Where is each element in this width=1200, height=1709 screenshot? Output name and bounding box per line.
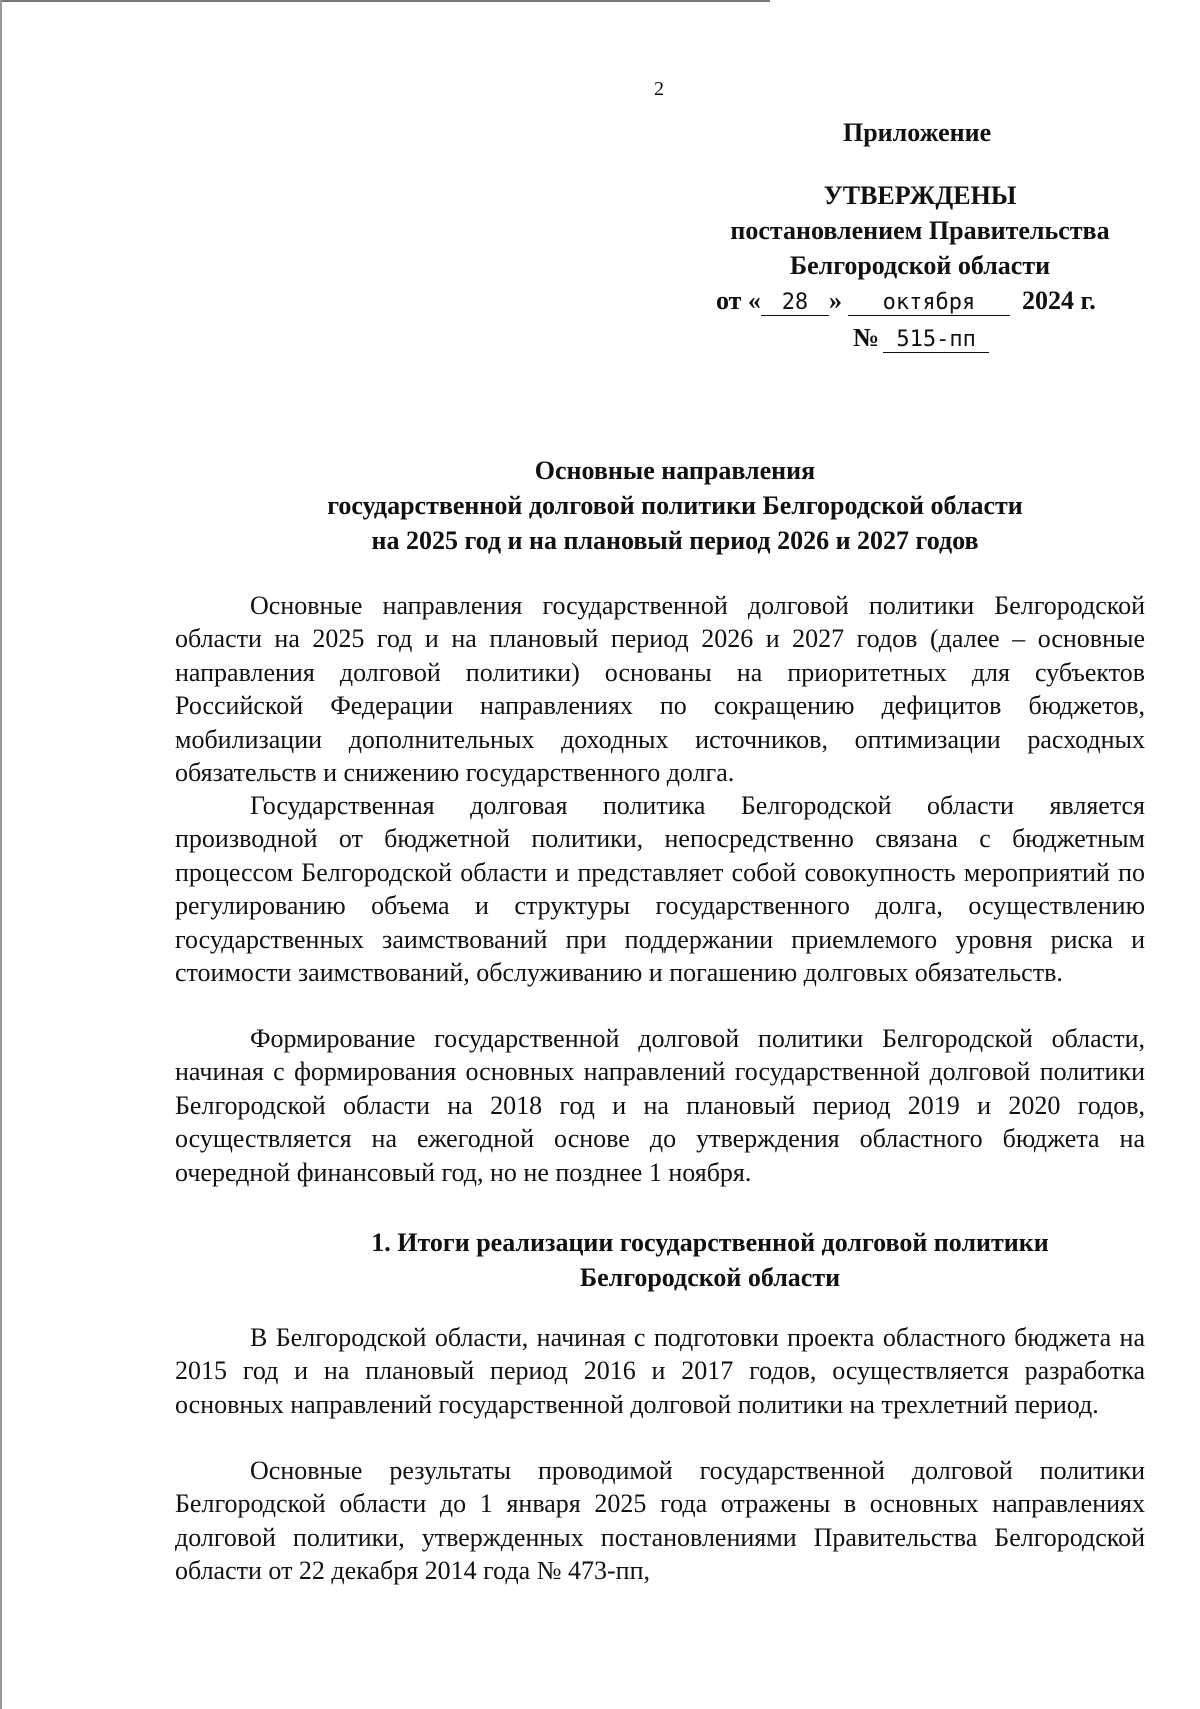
page-number: 2 bbox=[654, 78, 664, 100]
approval-date bbox=[716, 286, 1096, 316]
approval-line-2: Белгородской области bbox=[789, 251, 1051, 280]
scan-edge-top bbox=[0, 0, 770, 2]
approval-heading: УТВЕРЖДЕНЫ bbox=[823, 181, 1017, 210]
paragraph-intro-1: Основные направления государственной долговой политики Белгородской области на 2025 год и на плановый период 2026 и 2027 годов (далее – основные направления долговой политики) основаны на приоритетных для субъектов Российской Федерации направлениях по сокращению дефицитов бюджетов, мобилизации дополнительных доходных источников, оптимизации расходных обязательств и снижению государственного долга. bbox=[175, 591, 1145, 788]
section-1-heading bbox=[175, 1225, 1200, 1295]
section-1-heading-line-2: Белгородской области bbox=[579, 1263, 841, 1292]
number-value: 515-пп bbox=[883, 328, 989, 353]
section-1-paragraph-2: Основные результаты проводимой государственной долговой политики Белгородской области до 1 января 2025 года отражены в основных направлениях долговой политики, утвержденных постановлениями Правительства Белгородской области от 22 декабря 2014 года № 473-пп, bbox=[175, 1456, 1145, 1586]
date-mid: » bbox=[828, 286, 842, 315]
date-month: октября bbox=[848, 291, 1010, 316]
date-day: 28 bbox=[761, 291, 829, 316]
section-1-paragraph-1: В Белгородской области, начиная с подготовки проекта областного бюджета на 2015 год и на плановый период 2016 и 2017 годов, осуществляется разработка основных направлений государственной долговой политики на трехлетний период. bbox=[175, 1323, 1145, 1419]
title-line-3: на 2025 год и на плановый период 2026 и 2027 годов bbox=[371, 526, 979, 555]
title-line-2: государственной долговой политики Белгородской области bbox=[327, 491, 1023, 520]
document-title bbox=[175, 453, 1175, 558]
date-prefix: от « bbox=[716, 286, 761, 315]
paragraph-intro-2: Государственная долговая политика Белгородской области является производной от бюджетной политики, непосредственно связана с бюджетным процессом Белгородской области и представляет собой совокупность мероприятий по регулированию объема и структуры государственного долга, осуществлению государственных заимствований при поддержании приемлемого уровня риска и стоимости заимствований, обслуживанию и погашению долговых обязательств. bbox=[175, 791, 1145, 988]
section-1-heading-line-1: 1. Итоги реализации государственной долговой политики bbox=[371, 1228, 1049, 1257]
appendix-label: Приложение bbox=[843, 118, 992, 147]
date-year: 2024 г. bbox=[1021, 286, 1096, 315]
approval-line-1: постановлением Правительства bbox=[730, 216, 1110, 245]
approval-number bbox=[853, 323, 989, 353]
number-prefix: № bbox=[853, 323, 880, 352]
approval-block bbox=[680, 178, 1160, 283]
scan-edge-left bbox=[0, 0, 2, 1709]
paragraph-intro-3: Формирование государственной долговой политики Белгородской области, начиная с формирования основных направлений государственной долговой политики Белгородской области на 2018 год и на плановый период 2019 и 2020 годов, осуществляется на ежегодной основе до утверждения областного бюджета на очередной финансовый год, но не позднее 1 ноября. bbox=[175, 1024, 1145, 1187]
title-line-1: Основные направления bbox=[534, 456, 816, 485]
